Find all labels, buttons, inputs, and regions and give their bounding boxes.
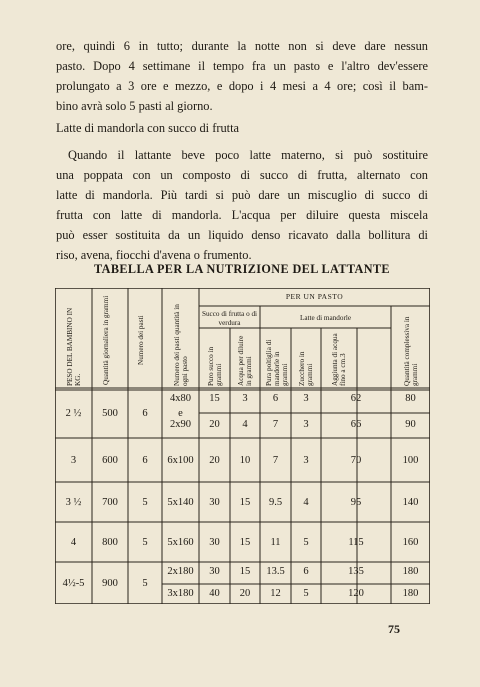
weight-cell: 3 ½ <box>65 497 82 508</box>
table-cell: 15 <box>239 537 251 548</box>
table-cell: 66 <box>350 419 362 430</box>
meals-count-cell: 6 <box>142 408 148 419</box>
column-header: Acqua per diluire in grammi <box>237 335 253 386</box>
table-cell: 95 <box>350 497 362 508</box>
text-line: prolungato a 3 ore e mezzo, e dopo i 4 mesi a 4 ore; così il bam- <box>56 79 428 93</box>
table-cell: 90 <box>405 419 416 430</box>
table-cell: 5 <box>303 588 309 599</box>
table-cell: 80 <box>405 393 416 404</box>
daily-quantity-cell: 700 <box>102 497 118 508</box>
daily-quantity-cell: 600 <box>102 455 118 466</box>
column-header: PESO DEL BAMBINO IN KG. <box>65 307 82 386</box>
column-header: Zucchero in grammi <box>298 351 314 386</box>
daily-quantity-cell: 800 <box>102 537 118 548</box>
table-cell: 120 <box>348 588 364 599</box>
table-cell: 30 <box>209 497 220 508</box>
text-line: ore, quindi 6 in tutto; durante la notte non si deve dare nessun <box>56 39 428 53</box>
text-line: pasto. Dopo 4 settimane il tempo fra un pasto e l'altro dev'essere <box>56 59 428 73</box>
weight-cell: 4½-5 <box>62 578 85 589</box>
joiner-cell: e <box>178 408 183 419</box>
group-header: PER UN PASTO <box>285 292 344 301</box>
table-cell: 140 <box>402 497 419 508</box>
weight-cell: 3 <box>70 455 77 466</box>
table-cell: 30 <box>209 566 220 577</box>
paragraph-2 <box>56 145 428 265</box>
table-cell: 3 <box>303 455 309 466</box>
table-cell: 20 <box>209 419 220 430</box>
table-cell: 4 <box>303 497 309 508</box>
table-cell: 160 <box>402 537 419 548</box>
text-line: Quando il lattante beve poco latte materno, si può sostituire <box>68 148 428 162</box>
column-header: Puro succo in grammi <box>206 346 223 386</box>
table-cell: 20 <box>209 455 220 466</box>
table-cell: 62 <box>350 393 362 404</box>
table-cell: 15 <box>239 497 251 508</box>
table-cell: 180 <box>402 566 419 577</box>
table-cell: 135 <box>348 566 364 577</box>
table-title: TABELLA PER LA NUTRIZIONE DEL LATTANTE <box>94 262 390 276</box>
table-cell: 2x90 <box>170 419 191 430</box>
table-cell: 6 <box>303 566 309 577</box>
table-cell: 100 <box>402 455 419 466</box>
text-line: bino avrà solo 5 pasti al giorno. <box>56 99 213 113</box>
table-cell: 5x140 <box>167 497 194 508</box>
daily-quantity-cell: 500 <box>102 408 118 419</box>
table-cell: 6 <box>272 393 279 404</box>
table-cell: 3 <box>242 393 248 404</box>
text-line: latte di mandorla. Più tardi si può dare un miscuglio di succo di <box>56 188 428 202</box>
daily-quantity-cell: 900 <box>102 578 118 589</box>
table-cell: 20 <box>239 588 251 599</box>
table-cell: 7 <box>272 455 279 466</box>
column-header: Numero dei pasti quantità in ogni pasto <box>172 304 189 386</box>
table-cell: 40 <box>209 588 220 599</box>
table-cell: 30 <box>209 537 220 548</box>
subheading-text: Latte di mandorla con succo di frutta <box>56 121 240 135</box>
weight-cell: 4 <box>70 537 77 548</box>
column-header: Pura poltiglia di mandorle in grammi <box>264 339 289 386</box>
table-cell: 2x180 <box>167 566 194 577</box>
column-header: Quantità complessiva in grammi <box>402 316 419 386</box>
table-cell: 13.5 <box>266 566 285 577</box>
weight-cell: 2 ½ <box>65 408 82 419</box>
column-header: Numero dei pasti <box>137 315 145 365</box>
page-number: 75 <box>388 622 400 636</box>
text-line: può esser sostituita da un liquido denso ricavato dalla bollitura di <box>56 228 428 242</box>
table-cell: 180 <box>402 588 419 599</box>
table-cell: 5 <box>303 537 309 548</box>
table-cell: 4x80 <box>170 393 191 404</box>
table-cell: 10 <box>239 455 251 466</box>
table-cell: 15 <box>239 566 251 577</box>
table-cell: 3 <box>303 393 309 404</box>
table-cell: 7 <box>272 419 279 430</box>
table-cell: 115 <box>348 537 364 548</box>
table-cell: 70 <box>350 455 362 466</box>
table-cell: 11 <box>270 537 281 548</box>
table-cell: 4 <box>242 419 248 430</box>
table-cell: 5x160 <box>167 537 194 548</box>
meals-count-cell: 5 <box>142 578 148 589</box>
section-subheading <box>56 118 428 138</box>
nutrition-table <box>55 288 430 604</box>
meals-count-cell: 5 <box>142 497 148 508</box>
subheader-latte: Latte di mandorle <box>299 314 352 322</box>
column-header: Quantità giornaliera in grammi <box>102 295 110 385</box>
table-cell: 15 <box>209 393 220 404</box>
table-cell: 6x100 <box>167 455 194 466</box>
paragraph-1 <box>56 36 428 116</box>
text-line: frutta con latte di mandorla. L'acqua per diluire questa miscela <box>56 208 428 222</box>
table-cell: 9.5 <box>268 497 283 508</box>
text-line: riso, avena, fiocchi d'avena o frumento. <box>56 248 252 262</box>
table-cell: 3x180 <box>167 588 194 599</box>
subheader-succo: Succo di frutta o di verdura <box>201 310 258 327</box>
meals-count-cell: 5 <box>142 537 148 548</box>
text-line: una poppata con un composto di succo di frutta, alternato con <box>56 168 428 182</box>
meals-count-cell: 6 <box>142 455 148 466</box>
column-header: Aggiunta di acqua fino a cm.3 <box>331 333 347 386</box>
table-cell: 3 <box>303 419 309 430</box>
table-cell: 12 <box>270 588 281 599</box>
